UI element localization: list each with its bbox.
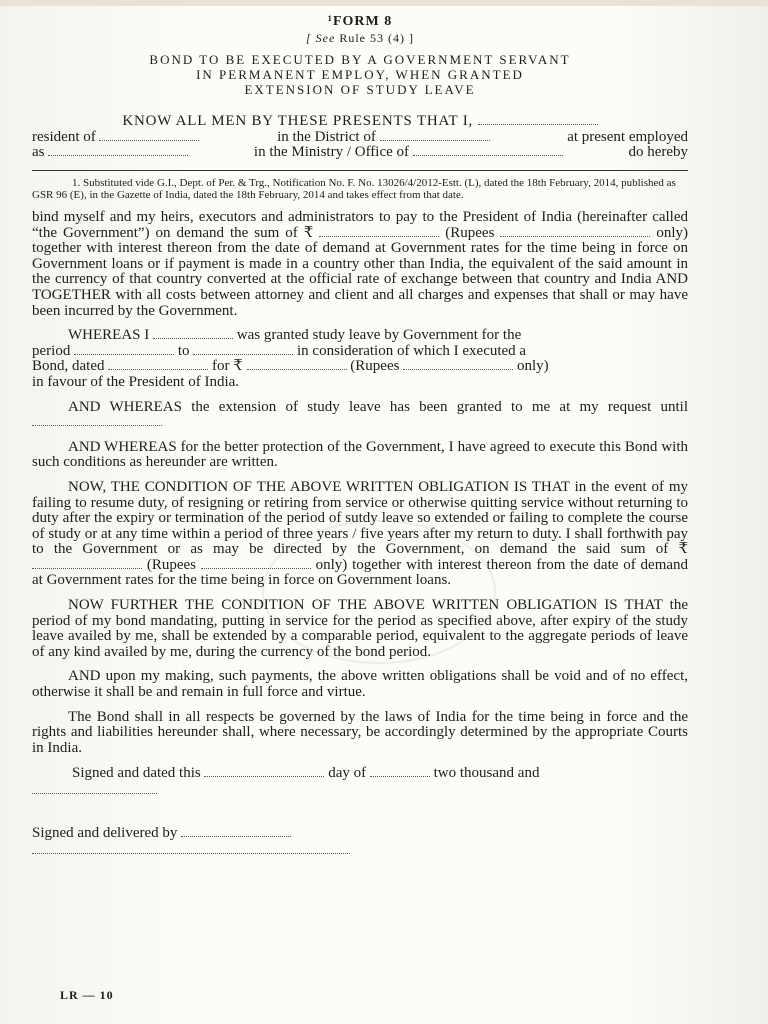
bond-words-blank[interactable] [403, 359, 513, 370]
name-blank[interactable] [478, 114, 598, 125]
year-blank[interactable] [32, 783, 157, 794]
rupees-words-blank[interactable] [500, 226, 650, 237]
delivered-blank-2[interactable] [32, 843, 350, 854]
sum-blank[interactable] [319, 226, 439, 237]
rule-see: [ See [306, 31, 336, 45]
page-number: LR — 10 [60, 988, 114, 1002]
title-line-3: EXTENSION OF STUDY LEAVE [244, 82, 476, 97]
bind-paragraph: bind myself and my heirs, executors and administrators to pay to the President of India (hereinafter called “the Government”) on demand the sum of ₹ (Rupees only) together with interest thereon from the date of demand at Government rates for the time being in force on Government loans or if payment is made in a country other than India, the equivalent of the said amount in the currency of that country converted at the official rate of exchange between that country and India AND TOGETHER with all costs between attorney and client and all charges and expenses that shall or may have been incurred by the Government. [32, 209, 689, 319]
know-text: KNOW ALL MEN BY THESE PRESENTS THAT I, [122, 113, 474, 129]
resident-blank[interactable] [99, 130, 199, 141]
district-blank[interactable] [380, 130, 490, 141]
rule-text: Rule 53 (4) ] [335, 31, 414, 45]
delivered-blank[interactable] [181, 826, 291, 837]
as-label: as [32, 144, 45, 160]
rule-reference [32, 31, 688, 46]
employed-label: at present employed [567, 129, 688, 145]
as-blank[interactable] [48, 145, 188, 156]
delivered-line-2 [32, 842, 688, 859]
as-line [32, 145, 688, 160]
period-line: period to in consideration of which I executed a [32, 342, 527, 359]
do-hereby-label: do hereby [628, 144, 688, 160]
governed-paragraph: The Bond shall in all respects be governed by the laws of India for the time being in force and the rights and liabilities hereunder shall, where necessary, be accordingly determined by the appropriate Courts in India. [32, 708, 688, 756]
bond-date-blank[interactable] [108, 359, 208, 370]
whereas-name-blank[interactable] [153, 328, 233, 339]
resident-line [32, 130, 688, 145]
period-to-blank[interactable] [193, 344, 293, 355]
title-line-2: IN PERMANENT EMPLOY, WHEN GRANTED [196, 67, 524, 82]
payments-paragraph: AND upon my making, such payments, the above written obligations shall be void and of no effect, otherwise it shall be and remain in full force and virtue. [32, 668, 688, 701]
resident-of-label: resident of [32, 129, 96, 145]
until-blank[interactable] [32, 415, 162, 426]
year-line [32, 782, 688, 799]
watermark-emblem [262, 520, 496, 664]
know-all-line [32, 113, 688, 130]
bond-dated-line: Bond, dated for ₹ (Rupees only) [32, 358, 549, 375]
ministry-label: in the Ministry / Office of [253, 144, 410, 160]
title-line-1: BOND TO BE EXECUTED BY A GOVERNMENT SERVANT [149, 52, 571, 67]
top-edge [0, 0, 768, 6]
title [32, 52, 688, 97]
extension-paragraph: AND WHEREAS the extension of study leave has been granted to me at my request until [32, 400, 688, 431]
further-condition-paragraph: NOW FURTHER THE CONDITION OF THE ABOVE WRITTEN OBLIGATION IS THAT the period of my bond mandating, putting in service for the period as specified above, after expiry of the study leave availed by me, shall be extended by a comparable period, equivalent to the aggregate periods of leave of any kind availed by me, during the currency of the bond period. [32, 597, 688, 660]
footnote: 1. Substituted vide G.I., Dept. of Per. & Trg., Notification No. F. No. 13026/4/2012-Estt. (L), dated the 18th February, 2014, published as GSR 96 (E), in the Gazette of India, dated the 18th February, 2014 and takes effect from that date. [32, 177, 676, 201]
form-number: ¹FORM 8 [327, 14, 393, 29]
signed-delivered-line: Signed and delivered by [32, 825, 688, 842]
signed-dated-line: Signed and dated this day of two thousand and [72, 765, 540, 782]
whereas-paragraph: WHEREAS I was granted study leave by Government for the [68, 327, 522, 344]
bond-amount-blank[interactable] [247, 359, 347, 370]
ministry-blank[interactable] [413, 145, 563, 156]
period-from-blank[interactable] [74, 344, 174, 355]
signed-date-blank[interactable] [204, 766, 324, 777]
favour-line: in favour of the President of India. [32, 373, 240, 390]
condition-paragraph: NOW, THE CONDITION OF THE ABOVE WRITTEN OBLIGATION IS THAT in the event of my failing to resume duty, of resigning or retiring from service or otherwise quitting service without returning to duty after the expiry or termination of the period of sutdy leave so extended or failing to complete the course of study or at any time within a period of three years / five years after my return to duty. I shall forthwith pay to the Government or as may be directed by the Government, on demand the said sum of ₹ (Rupees only) together with interest thereon from the date of demand at Government rates for the time being in force on Government loans. [32, 478, 689, 589]
district-label: in the District of [277, 129, 376, 145]
month-blank[interactable] [370, 766, 430, 777]
footnote-divider [32, 170, 688, 171]
protection-paragraph: AND WHEREAS for the better protection of the Government, I have agreed to execute this Bond with such conditions as hereunder are written. [32, 438, 688, 471]
condition-sum-blank[interactable] [32, 558, 142, 569]
